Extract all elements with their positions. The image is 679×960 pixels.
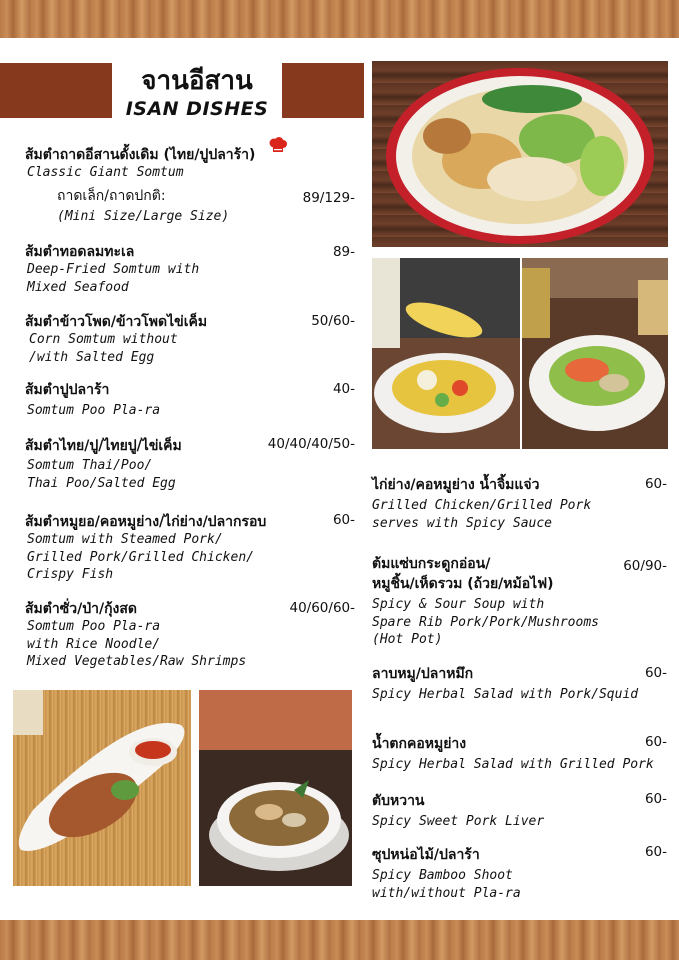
item-price: 60- xyxy=(644,791,667,807)
menu-item xyxy=(372,846,521,902)
item-english-name: Thai Poo/Salted Egg xyxy=(27,475,176,491)
item-english-name: with/without Pla-ra xyxy=(372,885,521,901)
item-thai-name: ตับหวาน xyxy=(372,793,425,809)
item-thai-name: ส้มตำซั่ว/ป่า/กุ้งสด xyxy=(25,601,138,617)
header-band-right xyxy=(282,63,364,118)
item-thai-name: ส้มตำถาดอีสานดั้งเดิม (ไทย/ปูปลาร้า) xyxy=(25,147,256,163)
item-english-name: Spicy Bamboo Shoot xyxy=(372,868,513,883)
item-price: 89- xyxy=(332,244,355,260)
photo-giant-somtum-tray xyxy=(372,61,668,247)
chef-hat-icon xyxy=(268,137,288,153)
item-english-name: Mixed Vegetables/Raw Shrimps xyxy=(27,654,247,669)
menu-item xyxy=(25,437,182,492)
menu-item xyxy=(372,476,591,532)
item-size-thai: ถาดเล็ก/ถาดปกติ: xyxy=(57,187,166,204)
item-thai-name: ไก่ย่าง/คอหมูย่าง น้ำจิ้มแจ่ว xyxy=(372,477,540,493)
menu-item xyxy=(25,600,246,671)
item-english-name: /with Salted Egg xyxy=(29,349,155,365)
item-english-name: Spicy Herbal Salad with Pork/Squid xyxy=(372,687,639,702)
menu-item xyxy=(372,735,654,774)
item-english-name: Spare Rib Pork/Pork/Mushrooms xyxy=(372,614,599,630)
item-price: 60- xyxy=(644,734,667,750)
menu-item xyxy=(372,665,638,704)
item-price: 40/60/60- xyxy=(289,600,355,616)
item-english-name: Deep-Fried Somtum with xyxy=(27,262,200,277)
item-thai-name: น้ำตกคอหมูย่าง xyxy=(372,736,467,752)
item-thai-name: ส้มตำทอดลมทะเล xyxy=(25,244,135,260)
item-price: 60- xyxy=(644,665,667,681)
wood-border-bottom xyxy=(0,920,679,960)
item-english-name: Classic Giant Somtum xyxy=(27,165,184,180)
item-english-name: Spicy Sweet Pork Liver xyxy=(372,814,545,829)
item-thai-name: ส้มตำหมูยอ/คอหมูย่าง/ไก่ย่าง/ปลากรอบ xyxy=(25,514,267,530)
photo-corn-somtum xyxy=(372,258,520,449)
item-english-name: Crispy Fish xyxy=(27,567,114,582)
menu-item xyxy=(25,243,199,296)
item-price: 40- xyxy=(332,381,355,397)
wood-border-top xyxy=(0,0,679,38)
item-thai-name: ต้มแซ่บกระดูกอ่อน/ xyxy=(372,556,491,572)
item-english-name: Somtum Poo Pla-ra xyxy=(27,619,161,634)
menu-item xyxy=(25,313,207,366)
item-english-name: Mixed Seafood xyxy=(27,279,129,295)
menu-item xyxy=(25,146,255,225)
header-band-left xyxy=(0,63,112,118)
item-price: 50/60- xyxy=(311,313,355,329)
menu-item xyxy=(372,792,544,831)
item-price: 89/129- xyxy=(302,190,355,206)
item-price: 60- xyxy=(644,476,667,492)
item-english-name: Grilled Chicken/Grilled Pork xyxy=(372,498,592,513)
item-price: 40/40/40/50- xyxy=(267,436,355,452)
item-price: 60- xyxy=(644,844,667,860)
page-title-thai: จานอีสาน xyxy=(141,66,253,96)
menu-item xyxy=(25,513,266,584)
item-thai-name: ส้มตำปูปลาร้า xyxy=(25,382,110,398)
photo-thai-somtum xyxy=(522,258,668,449)
item-english-name: Somtum Poo Pla-ra xyxy=(27,403,161,418)
menu-item xyxy=(25,381,160,420)
menu-item xyxy=(372,555,599,649)
item-thai-name: ส้มตำไทย/ปู/ไทยปู/ไข่เค็ม xyxy=(25,438,182,454)
item-price: 60- xyxy=(332,512,355,528)
item-english-name: Spicy & Sour Soup with xyxy=(372,597,545,612)
page-title-english: ISAN DISHES xyxy=(125,98,269,120)
photo-spicy-soup xyxy=(199,690,352,886)
item-english-name: Somtum Thai/Poo/ xyxy=(27,458,153,473)
item-thai-name: ลาบหมู/ปลาหมึก xyxy=(372,666,474,682)
item-english-name: Spicy Herbal Salad with Grilled Pork xyxy=(372,757,654,772)
item-english-name: Grilled Pork/Grilled Chicken/ xyxy=(27,549,254,565)
item-english-name: Somtum with Steamed Pork/ xyxy=(27,532,223,547)
item-thai-name: หมูชิ้น/เห็ดรวม (ถ้วย/หม้อไฟ) xyxy=(372,576,554,592)
item-english-name: Corn Somtum without xyxy=(29,332,178,347)
item-english-name: (Hot Pot) xyxy=(372,632,443,647)
item-english-name: serves with Spicy Sauce xyxy=(372,515,553,531)
item-thai-name: ส้มตำข้าวโพด/ข้าวโพดไข่เค็ม xyxy=(25,314,208,330)
item-price: 60/90- xyxy=(623,558,667,574)
item-thai-name: ซุปหน่อไม้/ปลาร้า xyxy=(372,847,480,863)
photo-grilled-pork xyxy=(13,690,191,886)
item-english-name: with Rice Noodle/ xyxy=(27,636,161,652)
item-size-english: (Mini Size/Large Size) xyxy=(57,208,230,224)
